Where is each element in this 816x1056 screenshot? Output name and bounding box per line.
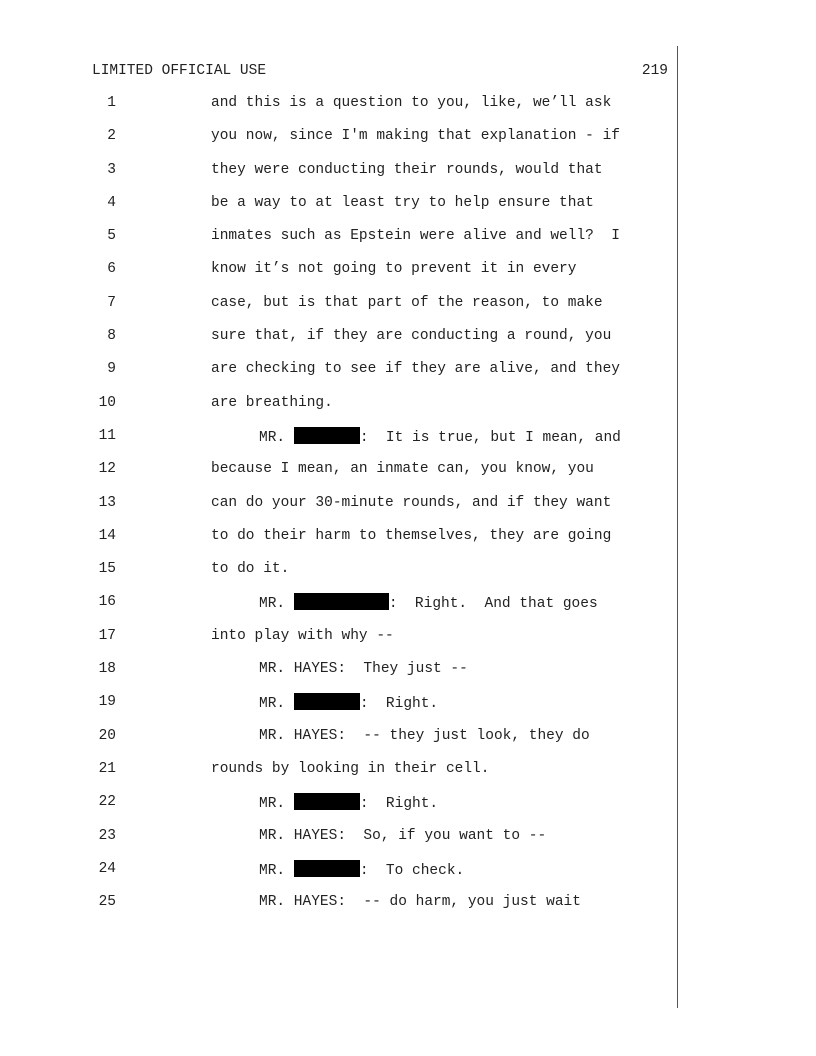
- transcript-line: [0, 327, 816, 360]
- line-text: rounds by looking in their cell.: [211, 760, 490, 777]
- transcript-line: [0, 627, 816, 660]
- line-text: MR. HAYES: So, if you want to --: [259, 827, 547, 844]
- line-number: 13: [98, 494, 116, 511]
- line-text: be a way to at least try to help ensure that: [211, 194, 594, 211]
- transcript-line: [0, 194, 816, 227]
- line-text: you now, since I'm making that explanation - if: [211, 128, 620, 145]
- line-number: 20: [98, 727, 116, 744]
- speaker-line: [259, 593, 598, 613]
- line-number: 19: [98, 694, 116, 711]
- speaker-line: [259, 427, 621, 447]
- redaction-box: [294, 427, 360, 444]
- transcript-line: [0, 227, 816, 260]
- line-text: because I mean, an inmate can, you know, you: [211, 461, 594, 478]
- transcript-line: [0, 827, 816, 860]
- transcript-line: [0, 860, 816, 893]
- speaker-prefix: MR.: [259, 429, 294, 446]
- speaker-line: [259, 860, 464, 880]
- line-number: 17: [98, 627, 116, 644]
- line-text: sure that, if they are conducting a round, you: [211, 328, 612, 345]
- transcript-line: [0, 460, 816, 493]
- line-text: are checking to see if they are alive, and they: [211, 361, 620, 378]
- redaction-box: [294, 860, 360, 877]
- transcript-line: [0, 260, 816, 293]
- line-text: : Right.: [359, 796, 439, 813]
- line-number: 15: [98, 561, 116, 578]
- line-number: 25: [98, 894, 116, 911]
- line-text: : Right. And that goes: [388, 596, 598, 613]
- transcript-line: [0, 660, 816, 693]
- line-number: 3: [107, 161, 116, 178]
- redaction-box: [294, 793, 360, 810]
- line-text: into play with why --: [211, 627, 394, 644]
- redaction-box: [294, 593, 389, 610]
- page-number: 219: [641, 63, 668, 79]
- line-number: 22: [98, 794, 116, 811]
- line-number: 23: [98, 827, 116, 844]
- transcript-line: [0, 760, 816, 793]
- line-number: 6: [107, 261, 116, 278]
- line-number: 8: [107, 328, 116, 345]
- transcript-line: [0, 127, 816, 160]
- line-text: : To check.: [359, 862, 465, 879]
- line-text: MR. HAYES: They just --: [259, 661, 468, 678]
- speaker-prefix: MR.: [259, 862, 294, 879]
- line-text: inmates such as Epstein were alive and well? I: [211, 228, 620, 245]
- speaker-prefix: MR.: [259, 796, 294, 813]
- transcript-line: [0, 893, 816, 926]
- transcript-line: [0, 360, 816, 393]
- classification-header: LIMITED OFFICIAL USE: [92, 63, 267, 79]
- line-text: are breathing.: [211, 394, 333, 411]
- line-number: 5: [107, 228, 116, 245]
- transcript-line: [0, 94, 816, 127]
- line-text: : It is true, but I mean, and: [359, 429, 621, 446]
- speaker-line: [259, 793, 438, 813]
- line-number: 16: [98, 594, 116, 611]
- transcript-line: [0, 693, 816, 726]
- line-text: MR. HAYES: -- do harm, you just wait: [259, 894, 581, 911]
- transcript-line: [0, 161, 816, 194]
- line-text: MR. HAYES: -- they just look, they do: [259, 727, 590, 744]
- transcript-line: [0, 527, 816, 560]
- line-text: to do it.: [211, 561, 290, 578]
- line-text: they were conducting their rounds, would that: [211, 161, 603, 178]
- line-number: 18: [98, 661, 116, 678]
- line-number: 11: [98, 427, 116, 444]
- transcript-line: [0, 427, 816, 460]
- speaker-line: [259, 693, 438, 713]
- line-text: and this is a question to you, like, we’ll ask: [211, 95, 612, 111]
- transcript-lines: [0, 94, 816, 926]
- line-number: 24: [98, 860, 116, 877]
- line-text: to do their harm to themselves, they are going: [211, 527, 612, 544]
- transcript-line: [0, 560, 816, 593]
- line-number: 7: [107, 294, 116, 311]
- line-text: can do your 30-minute rounds, and if they want: [211, 494, 612, 511]
- redaction-box: [294, 693, 360, 710]
- line-number: 21: [98, 760, 116, 777]
- line-number: 4: [107, 194, 116, 211]
- line-text: : Right.: [359, 696, 439, 713]
- line-number: 1: [107, 95, 116, 111]
- speaker-prefix: MR.: [259, 596, 294, 613]
- transcript-line: [0, 727, 816, 760]
- line-number: 10: [98, 394, 116, 411]
- line-number: 14: [98, 527, 116, 544]
- transcript-line: [0, 294, 816, 327]
- line-number: 12: [98, 461, 116, 478]
- transcript-line: [0, 394, 816, 427]
- line-number: 2: [107, 128, 116, 145]
- line-text: know it’s not going to prevent it in every: [211, 261, 577, 278]
- transcript-line: [0, 793, 816, 826]
- line-number: 9: [107, 361, 116, 378]
- transcript-line: [0, 494, 816, 527]
- transcript-line: [0, 593, 816, 626]
- line-text: case, but is that part of the reason, to make: [211, 294, 603, 311]
- speaker-prefix: MR.: [259, 696, 294, 713]
